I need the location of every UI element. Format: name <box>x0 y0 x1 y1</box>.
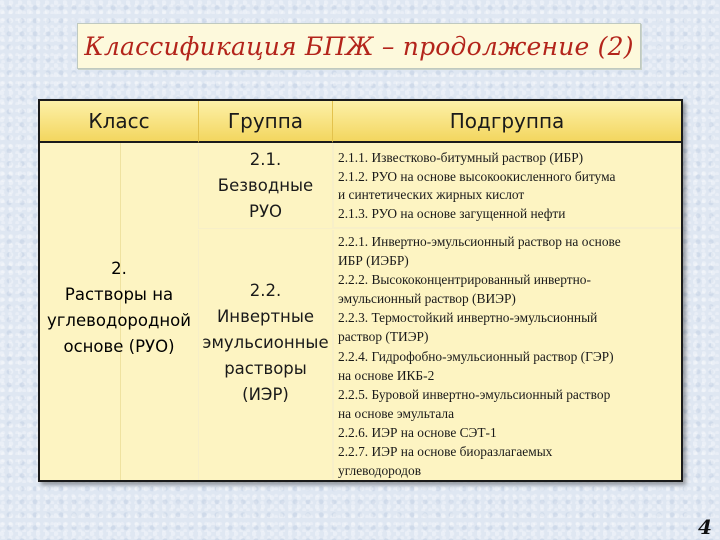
slide-title-box <box>77 23 641 69</box>
group-cell-2-1 <box>198 143 332 229</box>
group-line: Безводные <box>217 175 314 195</box>
subgroup-line: 2.1.1. Известково-битумный раствор (ИБР) <box>338 150 584 165</box>
class-label <box>40 256 198 360</box>
subgroup-line: 2.2.2. Высококонцентрированный инвертно- <box>338 272 591 288</box>
group-line: Инвертные <box>216 307 315 326</box>
subgroup-line: 2.2.3. Термостойкий инвертно-эмульсионный <box>338 310 598 326</box>
class-line: 2. <box>111 259 127 278</box>
subgroup-line: на основе эмультала <box>338 405 455 421</box>
class-line: основе (РУО) <box>63 337 175 356</box>
subgroup-line: 2.2.5. Буровой инвертно-эмульсионный раствор <box>338 386 611 402</box>
subgroup-line: 2.1.2. РУО на основе высокоокисленного битума <box>338 168 616 184</box>
group-line: растворы <box>224 359 307 378</box>
subgroup-cell-2-2 <box>332 230 681 480</box>
group-line: 2.1. <box>249 149 282 169</box>
subgroup-line: 2.1.3. РУО на основе загущенной нефти <box>338 205 566 221</box>
subgroup-line: 2.2.1. Инвертно-эмульсионный раствор на основе <box>338 234 621 249</box>
class-line: Растворы на <box>64 285 174 304</box>
group-line: эмульсионные <box>202 333 329 352</box>
group-line: (ИЭР) <box>242 385 289 404</box>
group-cell-2-2 <box>198 230 332 480</box>
classification-table <box>38 99 683 482</box>
subgroup-line: 2.2.7. ИЭР на основе биоразлагаемых <box>338 444 553 460</box>
subgroup-line: 2.2.6. ИЭР на основе СЭТ-1 <box>338 424 497 440</box>
page-number: 4 <box>698 515 712 539</box>
subgroup-line: эмульсионный раствор (ВИЭР) <box>338 291 516 307</box>
subgroup-line: и синтетических жирных кислот <box>338 187 525 202</box>
group-line: РУО <box>249 201 282 221</box>
subgroup-line: на основе ИКБ-2 <box>338 367 435 383</box>
subgroup-line: раствор (ТИЭР) <box>338 329 429 345</box>
header-group: Группа <box>198 101 332 143</box>
subgroup-line: углеводородов <box>338 463 422 479</box>
header-class: Класс <box>40 101 198 143</box>
subgroup-cell-2-1 <box>332 143 681 229</box>
slide-title: Классификация БПЖ – продолжение (2) <box>84 31 634 61</box>
group-line: 2.2. <box>249 281 282 300</box>
class-line: углеводородной <box>46 311 192 330</box>
subgroup-line: ИБР (ИЭБР) <box>338 253 409 269</box>
header-subgroup: Подгруппа <box>332 101 681 143</box>
subgroup-line: 2.2.4. Гидрофобно-эмульсионный раствор (ГЭР) <box>338 348 614 364</box>
